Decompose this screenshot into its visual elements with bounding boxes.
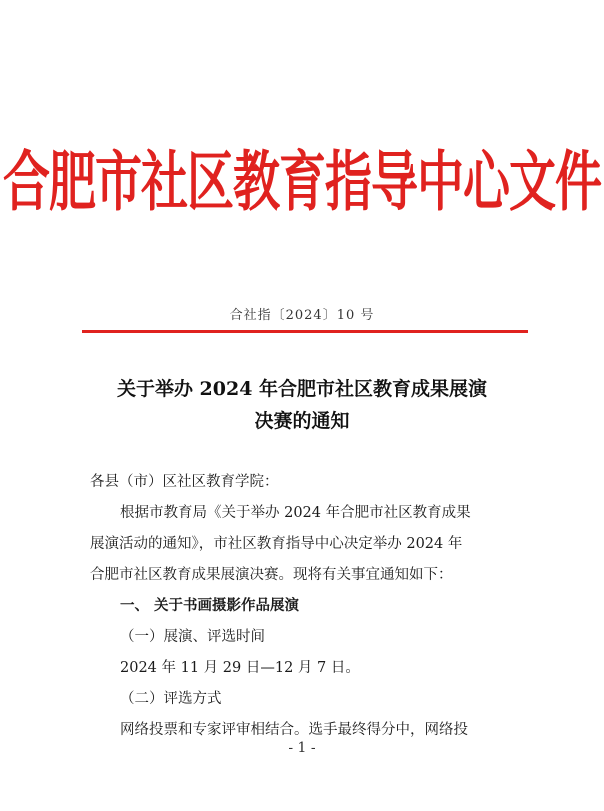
notice-title (0, 373, 604, 437)
subsection-1-text: 2024 年 11 月 29 日—12 月 7 日。 (120, 660, 360, 676)
paragraph-1-line-1: 根据市教育局《关于举办 2024 年合肥市社区教育成果 (120, 505, 471, 521)
subsection-1-heading: （一）展演、评选时间 (120, 629, 265, 645)
salutation: 各县（市）区社区教育学院： (90, 474, 279, 490)
paragraph-1-line-3: 合肥市社区教育成果展演决赛。现将有关事宜通知如下： (90, 567, 453, 583)
document-number: 合社指〔2024〕10 号 (229, 308, 375, 323)
issuing-authority-title: 合肥市社区教育指导中心文件 (3, 144, 601, 221)
page-number: - 1 - (288, 740, 316, 756)
notice-title-line-1: 关于举办 2024 年合肥市社区教育成果展演 (116, 378, 488, 400)
notice-body (90, 467, 520, 746)
paragraph-1-line-2: 展演活动的通知》，市社区教育指导中心决定举办 2024 年 (90, 536, 463, 552)
subsection-2-text: 网络投票和专家评审相结合。选手最终得分中，网络投 (120, 722, 468, 738)
notice-title-line-2: 决赛的通知 (254, 410, 350, 432)
subsection-2-heading: （二）评选方式 (120, 691, 222, 707)
red-divider-line (82, 330, 528, 333)
section-1-heading: 一、 关于书画摄影作品展演 (120, 598, 300, 614)
